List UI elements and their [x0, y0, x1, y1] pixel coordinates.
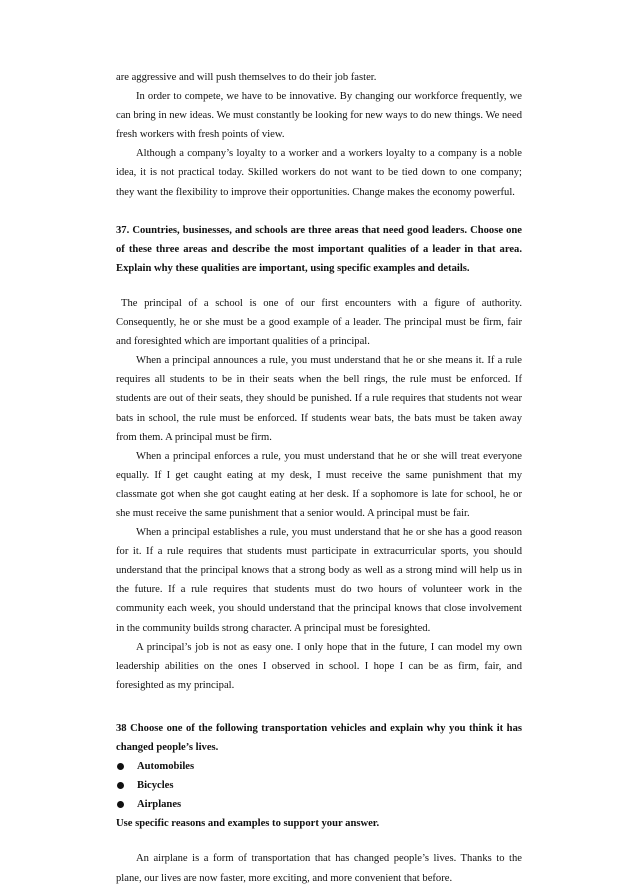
option-label: Automobiles — [137, 761, 195, 773]
bullet-icon — [117, 801, 124, 808]
spacer — [116, 695, 522, 719]
q38-paragraph-1: An airplane is a form of transportation that has changed people’s lives. Thanks to the plane, our lives are now faster, more exciting, and more convenient that before. — [116, 853, 522, 884]
question-37-prompt: 37. Countries, businesses, and schools are three areas that need good leaders. Choose one of these three areas and describe the most important qualities of a leader in that area. Explain why these qualities are important, using specific examples and details. — [116, 224, 522, 274]
intro-paragraph-1: In order to compete, we have to be innovative. By changing our workforce frequently, we can bring in new ideas. We must constantly be looking for new ways to do new things. We need fresh workers with fresh points of view. — [116, 91, 522, 141]
intro-fragment: are aggressive and will push themselves to do their job faster. — [116, 72, 377, 83]
bullet-icon — [117, 782, 124, 789]
intro-paragraph-2: Although a company’s loyalty to a worker and a workers loyalty to a company is a noble idea, it is not practical today. Skilled workers do not want to be tied down to one company; they want the flexibility to improve their opportunities. Change makes the economy powerful. — [116, 148, 522, 198]
q37-paragraph-3: When a principal enforces a rule, you must understand that he or she will treat everyone equally. If I get caught eating at my desk, I must receive the same punishment that my classmate got when she got caught eating at her desk. If a sophomore is late for school, he or she must receive the same punishment that a senior would. A principal must be fair. — [116, 450, 522, 519]
option-item — [116, 795, 522, 814]
q37-paragraph-4: When a principal establishes a rule, you must understand that he or she has a good reason for it. If a rule requires that students must participate in extracurricular sports, you should understand that the principal knows that a strong body as well as a strong mind will help us in the future. If a rule requires that students must do two hours of volunteer work in the community each week, you should understand that the principal knows that close involvement in the community builds strong character. A principal must be foresighted. — [116, 527, 522, 634]
q37-paragraph-1: The principal of a school is one of our first encounters with a figure of authority. Consequently, he or she must be a good example of a leader. The principal must be firm, fair and foresighted which are important qualities of a principal. — [116, 297, 522, 348]
bullet-icon — [117, 763, 124, 770]
spacer — [116, 202, 522, 221]
question-38-instruction: Use specific reasons and examples to support your answer. — [116, 818, 380, 830]
option-item — [116, 776, 522, 795]
option-label: Airplanes — [137, 799, 182, 811]
question-38-options — [116, 757, 522, 814]
q37-paragraph-2: When a principal announces a rule, you must understand that he or she means it. If a rule requires all students to be in their seats when the bell rings, the rule must be enforced. If students are out of their seats, they should be punished. If a rule requires that students not wear bats in school, the rule must be enforced. If students wear bats, the bats must be taken away from them. A principal must be firm. — [116, 355, 522, 443]
document-page — [116, 68, 522, 888]
option-label: Bicycles — [137, 780, 174, 792]
spacer — [116, 278, 522, 294]
question-38-prompt: 38 Choose one of the following transportation vehicles and explain why you think it has changed people’s lives. — [116, 722, 522, 753]
option-item — [116, 757, 522, 776]
spacer — [116, 833, 522, 849]
q37-paragraph-5: A principal’s job is not as easy one. I only hope that in the future, I can model my own leadership abilities on the ones I observed in school. I hope I can be as firm, fair, and foresighted as my principal. — [116, 641, 522, 691]
